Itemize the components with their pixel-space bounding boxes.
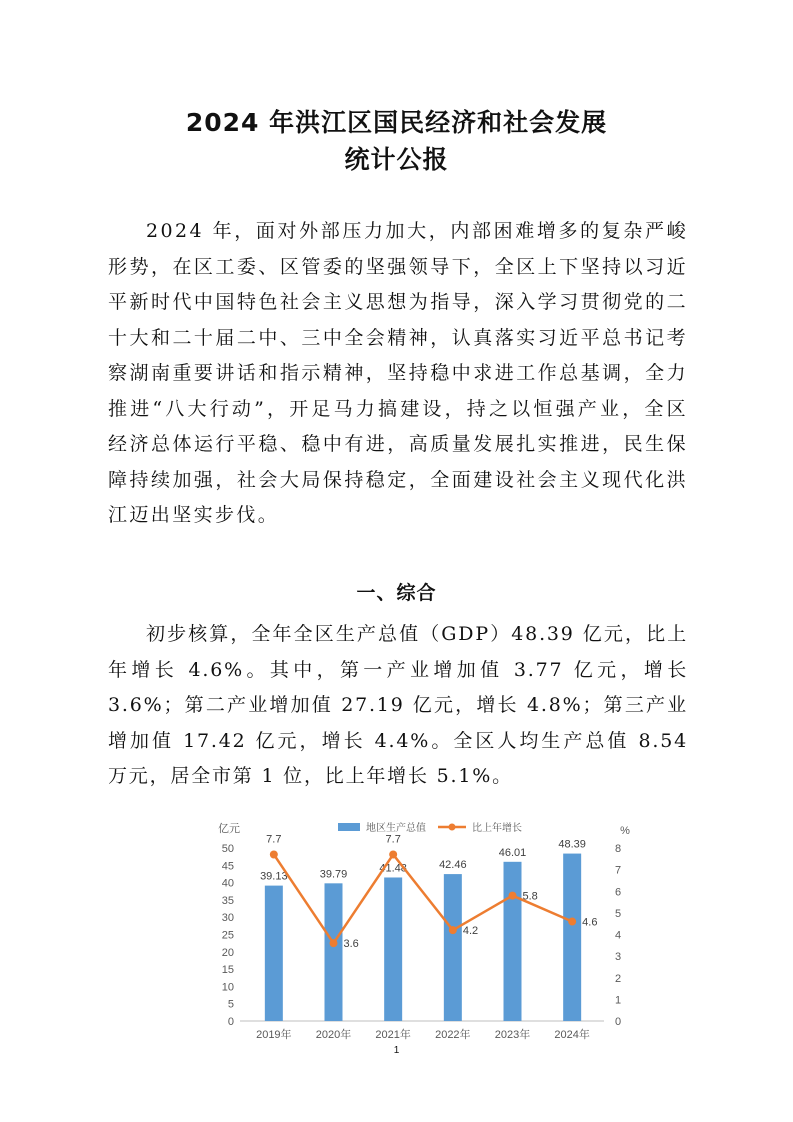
y-tick-left: 50: [221, 843, 234, 855]
bar-gdp: [265, 886, 283, 1021]
growth-data-label: 5.8: [522, 890, 538, 903]
growth-point: [330, 939, 338, 947]
bar-gdp: [384, 877, 402, 1021]
legend-label-growth: 比上年增长: [472, 823, 522, 834]
x-tick-label: 2024年: [554, 1029, 590, 1041]
y-tick-left: 30: [221, 912, 234, 925]
growth-point: [509, 892, 517, 900]
growth-point: [389, 850, 397, 858]
y-tick-left: 35: [221, 894, 234, 907]
bar-data-label: 41.48: [379, 862, 407, 875]
growth-data-label: 7.7: [266, 833, 282, 846]
y-tick-left: 5: [227, 998, 234, 1011]
y-tick-right: 2: [615, 972, 622, 985]
bar-data-label: 42.46: [439, 859, 467, 872]
y-tick-left: 40: [221, 877, 234, 890]
growth-point: [568, 918, 576, 926]
y-tick-right: 8: [615, 843, 622, 855]
section-heading-overview: 一、综合: [356, 582, 437, 604]
growth-data-label: 7.7: [385, 833, 401, 846]
x-tick-label: 2023年: [494, 1029, 531, 1041]
bar-data-label: 48.39: [558, 838, 586, 851]
legend-label-gdp: 地区生产总值: [366, 823, 426, 834]
y-tick-left: 20: [221, 946, 234, 959]
page-number: 1: [393, 1045, 400, 1056]
x-tick-label: 2021年: [375, 1029, 411, 1041]
y-tick-right: 6: [615, 886, 622, 899]
y-tick-left: 0: [227, 1016, 234, 1028]
x-tick-label: 2019年: [256, 1029, 292, 1041]
bar-gdp: [325, 883, 343, 1021]
bar-data-label: 39.13: [260, 870, 288, 883]
y-tick-right: 4: [615, 929, 622, 942]
y-tick-left: 15: [221, 964, 234, 977]
growth-point: [270, 850, 278, 858]
overview-paragraph: 初步核算，全年全区生产总值（GDP）48.39 亿元，比上年增长 4.6%。其中，第一产业增加值 3.77 亿元，增长 3.6%；第二产业增加值 27.19 亿元，增长 4.8%；第三产业增加值 17.42 亿元，增长 4.4%。全区人均生产总值 8.54 万元，居全市第 1 位，比上年增长 5.1%。: [108, 623, 688, 787]
legend-swatch-bar: [338, 823, 360, 831]
y-axis-left-label: 亿元: [218, 823, 240, 835]
report-title-line2: 统计公报: [344, 145, 449, 174]
y-tick-right: 7: [615, 864, 622, 877]
y-tick-right: 5: [615, 907, 622, 920]
growth-data-label: 4.6: [582, 916, 598, 929]
bar-gdp: [444, 874, 462, 1021]
x-tick-label: 2020年: [315, 1029, 352, 1041]
y-tick-right: 3: [615, 951, 622, 964]
legend-marker-line: [449, 824, 456, 831]
bar-gdp: [504, 862, 522, 1021]
growth-data-label: 3.6: [343, 938, 359, 951]
bar-data-label: 46.01: [498, 846, 527, 859]
x-tick-label: 2022年: [435, 1029, 471, 1041]
gdp-growth-chart: [210, 818, 640, 1053]
y-tick-left: 25: [221, 929, 234, 942]
intro-paragraph: 2024 年，面对外部压力加大，内部困难增多的复杂严峻形势，在区工委、区管委的坚强领导下，全区上下坚持以习近平新时代中国特色社会主义思想为指导，深入学习贯彻党的二十大和二十届二中、三中全会精神，认真落实习近平总书记考察湖南重要讲话和指示精神，坚持稳中求进工作总基调，全力推进“八大行动”，开足马力搞建设，持之以恒强产业，全区经济总体运行平稳、稳中有进，高质量发展扎实推进，民生保障持续加强，社会大局保持稳定，全面建设社会主义现代化洪江迈出坚实步伐。: [108, 220, 688, 526]
report-title-line1: 2024 年洪江区国民经济和社会发展: [185, 108, 608, 137]
y-tick-left: 45: [221, 860, 234, 873]
bar-data-label: 39.79: [319, 868, 348, 881]
y-axis-right-label: %: [620, 825, 630, 837]
y-tick-right: 1: [615, 994, 622, 1007]
y-tick-right: 0: [615, 1016, 622, 1028]
y-tick-left: 10: [221, 981, 234, 994]
growth-data-label: 4.2: [462, 925, 479, 938]
bar-gdp: [563, 854, 581, 1021]
growth-point: [449, 926, 457, 934]
